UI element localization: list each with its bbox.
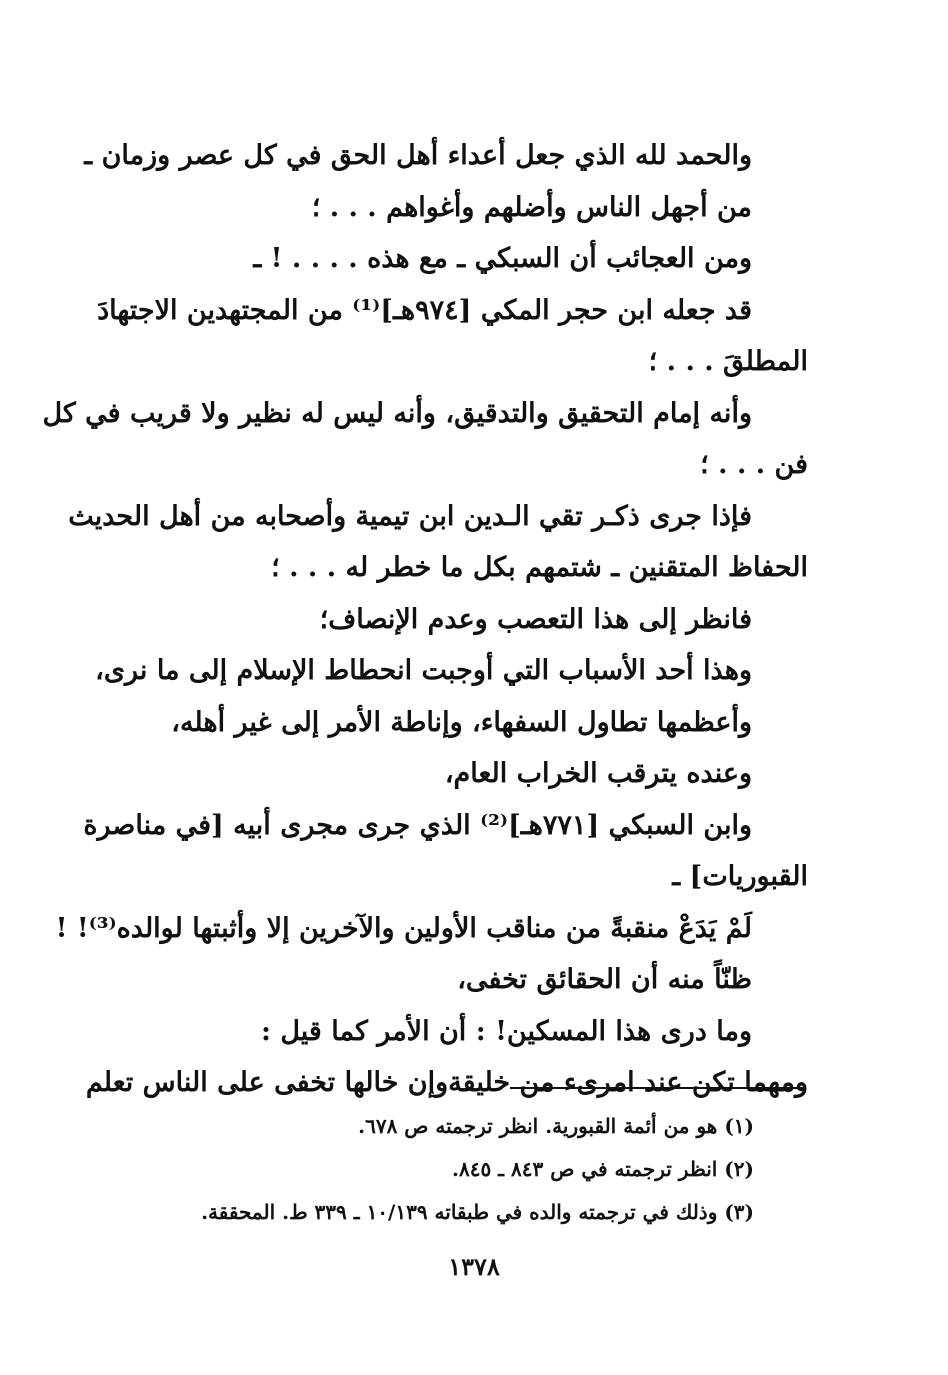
text-line: قد جعله ابن حجر المكي [٩٧٤هـ]⁽¹⁾ من المجتهدين الاجتهادَ [97,294,752,326]
footnote: (١) هو من أئمة القبورية. انظر ترجمته ص ٦٧٨. [358,1114,754,1138]
verse-first-hemistich: ومهما تكن عند امرىء من خليقة [448,1067,808,1098]
text-line: القبوريات] ـ [672,861,808,892]
text-line: فن . . . ؛ [700,449,808,480]
text-line: فإذا جرى ذكـر تقي الـدين ابن تيمية وأصحابه من أهل الحديث [68,500,752,532]
text-line: وأعظمها تطاول السفهاء، وإناطة الأمر إلى غير أهله، [171,706,752,738]
text-line: وعنده يترقب الخراب العام، [444,758,752,789]
footnotes [150,1105,754,1234]
text-line: فانظر إلى هذا التعصب وعدم الإنصاف؛ [319,603,752,635]
text-line: وهذا أحد الأسباب التي أوجبت انحطاط الإسلام إلى ما نرى، [95,655,752,686]
footnote: (٣) وذلك في ترجمته والده في طبقاته ١٠/١٣٩ ـ ٣٣٩ ط. المحققة. [201,1200,754,1224]
verse-second-hemistich: وإن خالها تخفى على الناس تعلم [85,1067,449,1098]
text-line: ومن العجائب أن السبكي ـ مع هذه . . . . ! ـ [253,243,752,274]
text-line: المطلقَ . . . ؛ [648,346,808,377]
poetry-verse [85,1057,808,1109]
footnote: (٢) انظر ترجمته في ص ٨٤٣ ـ ٨٤٥. [452,1157,754,1181]
page-number: ١٣٧٨ [448,1252,500,1281]
text-line: لَمْ يَدَعْ منقبةً من مناقب الأولين والآخرين إلا وأثبتها لوالده⁽³⁾! ! [55,912,752,944]
text-line: ظنّاً منه أن الحقائق تخفى، [457,964,752,995]
text-line: والحمد لله الذي جعل أعداء أهل الحق في كل عصر وزمان ـ [84,140,752,171]
main-text [42,130,808,1109]
text-line: وأنه إمام التحقيق والتدقيق، وأنه ليس له نظير ولا قريب في كل [42,397,752,429]
text-line: من أجهل الناس وأضلهم وأغواهم . . . ؛ [311,191,752,223]
text-line: الحفاظ المتقنين ـ شتمهم بكل ما خطر له . . . ؛ [271,552,808,583]
text-line: وابن السبكي [٧٧١هـ]⁽²⁾ الذي جرى مجرى أبيه [في مناصرة [83,809,752,841]
text-line: وما درى هذا المسكين! : أن الأمر كما قيل : [260,1015,752,1047]
footnote-separator [510,1087,806,1089]
